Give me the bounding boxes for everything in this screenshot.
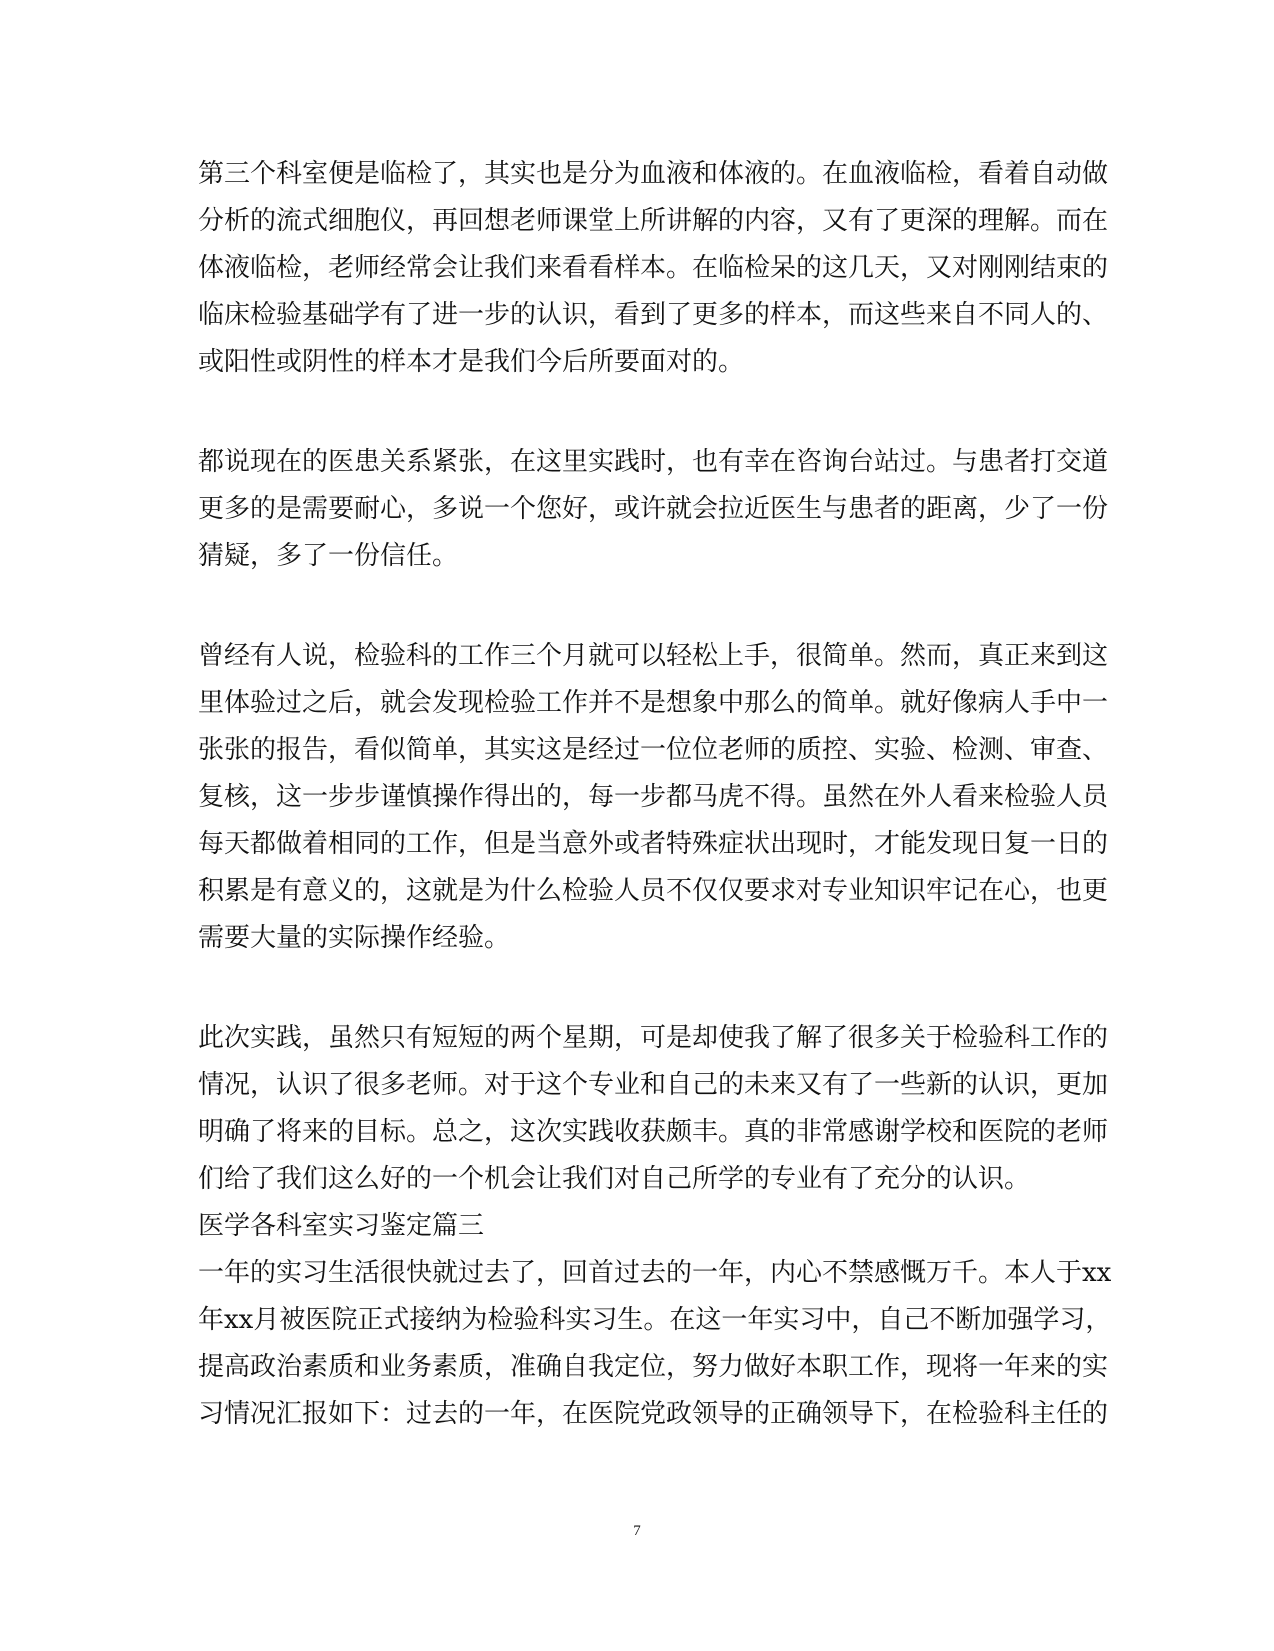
paragraph-5-line-1: 一年的实习生活很快就过去了，回首过去的一年，内心不禁感慨万千。本人于xx [198,1258,1112,1288]
paragraph-4-line-3: 明确了将来的目标。总之，这次实践收获颇丰。真的非常感谢学校和医院的老师 [198,1117,1109,1147]
paragraph-3-line-4: 复核，这一步步谨慎操作得出的，每一步都马虎不得。虽然在外人看来检验人员 [198,782,1109,812]
paragraph-3-line-1: 曾经有人说，检验科的工作三个月就可以轻松上手，很简单。然而，真正来到这 [198,641,1109,671]
paragraph-3-line-5: 每天都做着相同的工作，但是当意外或者特殊症状出现时，才能发现日复一日的 [198,829,1109,859]
paragraph-1-line-3: 体液临检，老师经常会让我们来看看样本。在临检呆的这几天，又对刚刚结束的 [198,253,1109,283]
paragraph-2-line-1: 都说现在的医患关系紧张，在这里实践时，也有幸在咨询台站过。与患者打交道 [198,447,1109,477]
paragraph-4-line-1: 此次实践，虽然只有短短的两个星期，可是却使我了解了很多关于检验科工作的 [198,1023,1109,1053]
paragraph-4-line-4: 们给了我们这么好的一个机会让我们对自己所学的专业有了充分的认识。 [198,1164,1031,1194]
page-number: 7 [633,1523,641,1539]
paragraph-1-line-1: 第三个科室便是临检了，其实也是分为血液和体液的。在血液临检，看着自动做 [198,159,1109,189]
paragraph-2-line-2: 更多的是需要耐心，多说一个您好，或许就会拉近医生与患者的距离，少了一份 [198,494,1109,524]
paragraph-2-line-3: 猜疑，多了一份信任。 [198,541,459,571]
paragraph-1-line-2: 分析的流式细胞仪，再回想老师课堂上所讲解的内容，又有了更深的理解。而在 [198,206,1109,236]
paragraph-3-line-2: 里体验过之后，就会发现检验工作并不是想象中那么的简单。就好像病人手中一 [198,688,1109,718]
paragraph-5-line-4: 习情况汇报如下：过去的一年，在医院党政领导的正确领导下，在检验科主任的 [198,1399,1109,1429]
paragraph-1-line-4: 临床检验基础学有了进一步的认识，看到了更多的样本，而这些来自不同人的、 [198,300,1109,330]
paragraph-1-line-5: 或阳性或阴性的样本才是我们今后所要面对的。 [198,347,745,377]
paragraph-3-line-6: 积累是有意义的，这就是为什么检验人员不仅仅要求对专业知识牢记在心，也更 [198,876,1109,906]
paragraph-4-line-2: 情况，认识了很多老师。对于这个专业和自己的未来又有了一些新的认识，更加 [198,1070,1109,1100]
paragraph-3-line-3: 张张的报告，看似简单，其实这是经过一位位老师的质控、实验、检测、审查、 [198,735,1109,765]
paragraph-5-line-3: 提高政治素质和业务素质，准确自我定位，努力做好本职工作，现将一年来的实 [198,1352,1109,1382]
paragraph-5-line-2: 年xx月被医院正式接纳为检验科实习生。在这一年实习中，自己不断加强学习， [198,1305,1112,1335]
section-heading: 医学各科室实习鉴定篇三 [198,1211,485,1241]
paragraph-3-line-7: 需要大量的实际操作经验。 [198,923,511,953]
